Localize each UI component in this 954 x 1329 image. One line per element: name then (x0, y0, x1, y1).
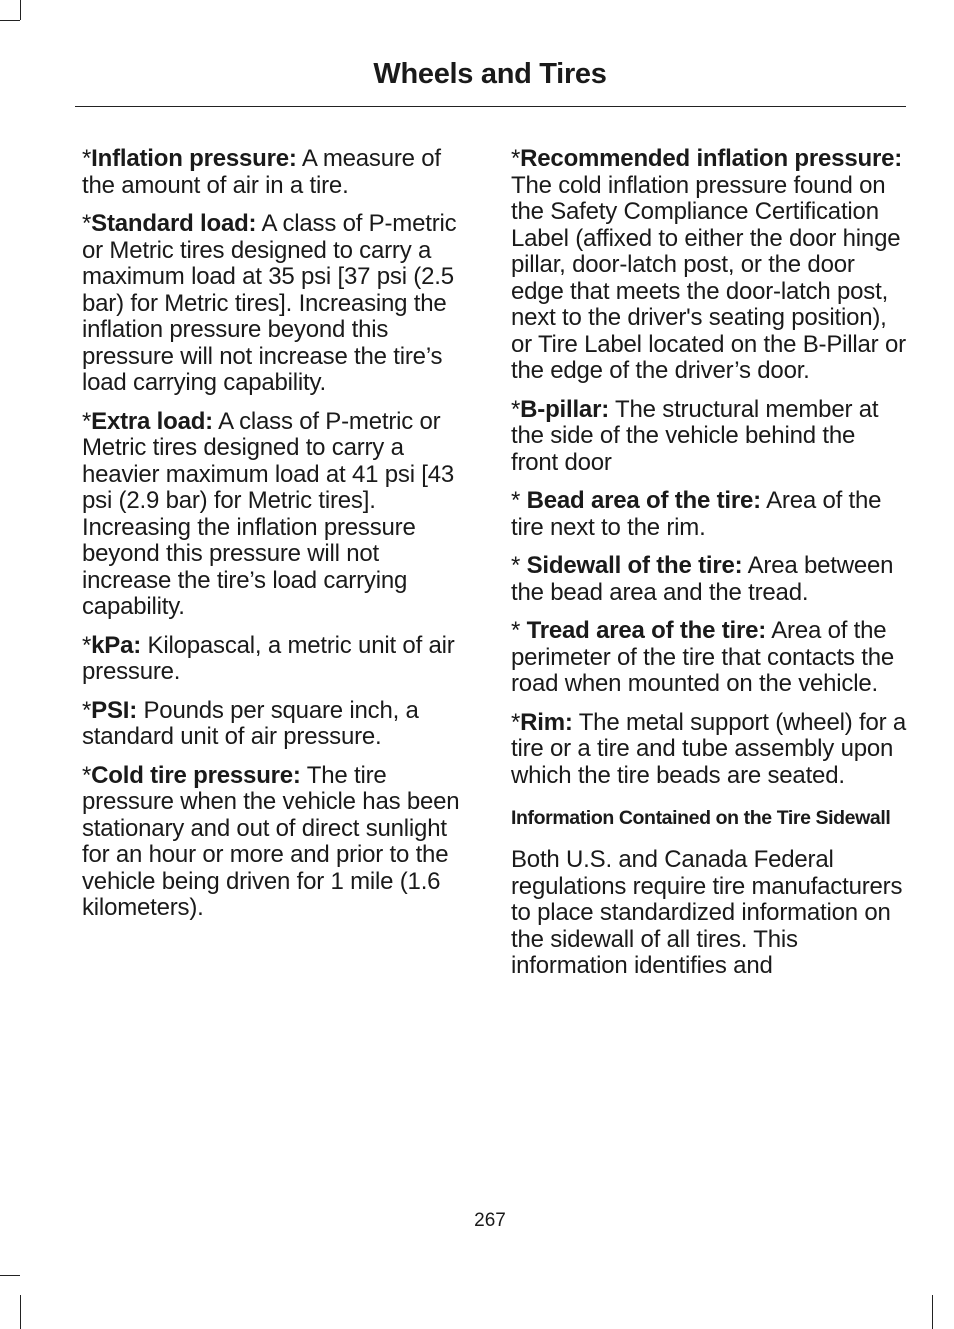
definition-prefix: * (82, 631, 92, 659)
right-column (511, 146, 906, 992)
definition-term: Recommended inflation pressure: (520, 145, 903, 172)
definition-standard-load (82, 211, 474, 397)
definition-prefix: * (82, 145, 92, 172)
definition-text: A class of P-metric or Metric tires designed to carry a maximum load at 35 psi [37 psi (2.5 bar) for Metric tires]. Increasing the inflation pressure beyond this pressure will not increase the tire’s load carrying capability. (82, 210, 457, 396)
definition-term: Extra load: (91, 407, 213, 435)
left-column (82, 146, 474, 934)
definition-psi (82, 698, 474, 751)
definition-text: The structural member at the side of the vehicle behind the front door (511, 395, 879, 476)
definition-text: Kilopascal, a metric unit of air pressure. (82, 631, 455, 685)
page-number: 267 (474, 1210, 506, 1231)
page-title: Wheels and Tires (373, 58, 607, 90)
definition-cold-tire-pressure (82, 763, 474, 922)
definition-text: Area of the tire next to the rim. (511, 487, 882, 541)
definition-text: A class of P-metric or Metric tires designed to carry a heavier maximum load at 41 psi [43 psi (2.9 bar) for Metric tires]. Increasing the inflation pressure beyond this pressure will not increase the tire’s load carrying capability. (82, 407, 455, 620)
definition-prefix: * (82, 696, 92, 724)
definition-prefix: * (82, 407, 92, 435)
definition-term: Bead area of the tire: (526, 487, 761, 514)
definition-rim (511, 710, 906, 790)
definition-term: Rim: (520, 708, 573, 736)
header-divider (75, 106, 906, 107)
definition-kpa (82, 633, 474, 686)
definition-text: The cold inflation pressure found on the Safety Compliance Certification Label (affixed to either the door hinge pillar, door-latch post, or the door edge that meets the door-latch post, next to the driver's seating position), or Tire Label located on the B-Pillar or the edge of the driver’s door. (511, 171, 906, 384)
definition-prefix: * (511, 487, 527, 514)
definition-term: Sidewall of the tire: (526, 552, 743, 579)
definition-term: B-pillar: (520, 395, 610, 423)
definition-tread-area (511, 618, 906, 698)
definition-term: Tread area of the tire: (526, 617, 767, 644)
definition-b-pillar (511, 397, 906, 477)
definition-bead-area (511, 488, 906, 541)
definition-prefix: * (511, 145, 521, 172)
crop-mark-bottom-left-horizontal (0, 1275, 20, 1276)
definition-text: The metal support (wheel) for a tire or a tire and tube assembly upon which the tire beads are seated. (511, 708, 907, 789)
definition-prefix: * (511, 617, 527, 644)
definition-term: kPa: (91, 631, 142, 659)
definition-text: Pounds per square inch, a standard unit of air pressure. (82, 696, 419, 750)
definition-inflation-pressure (82, 146, 474, 199)
definition-text: A measure of the amount of air in a tire. (82, 145, 441, 199)
definition-term: Cold tire pressure: (91, 761, 301, 789)
crop-mark-bottom-left-vertical (20, 1295, 21, 1329)
definition-text: The tire pressure when the vehicle has been stationary and out of direct sunlight for an hour or more and prior to the vehicle being driven for 1 mile (1.6 kilometers). (82, 761, 460, 921)
definition-text: Area of the perimeter of the tire that contacts the road when mounted on the vehicle. (511, 617, 895, 697)
crop-mark-top-left-horizontal (0, 20, 20, 21)
section-subheading: Information Contained on the Tire Sidewall (511, 807, 891, 829)
definition-extra-load (82, 409, 474, 621)
closing-paragraph: Both U.S. and Canada Federal regulations require tire manufacturers to place standardized information on the sidewall of all tires. This information identifies and (511, 846, 903, 979)
definition-prefix: * (511, 552, 527, 579)
crop-mark-bottom-right-vertical (932, 1295, 933, 1329)
definition-prefix: * (82, 210, 92, 237)
definition-term: Inflation pressure: (91, 145, 297, 172)
definition-recommended-inflation-pressure (511, 146, 906, 385)
definition-text: Area between the bead area and the tread. (511, 552, 894, 606)
definition-sidewall (511, 553, 906, 606)
definition-prefix: * (511, 708, 521, 736)
crop-mark-top-left-vertical (20, 0, 21, 20)
definition-term: Standard load: (91, 210, 257, 237)
definition-term: PSI: (91, 696, 138, 724)
definition-prefix: * (511, 395, 521, 423)
definition-prefix: * (82, 761, 92, 789)
